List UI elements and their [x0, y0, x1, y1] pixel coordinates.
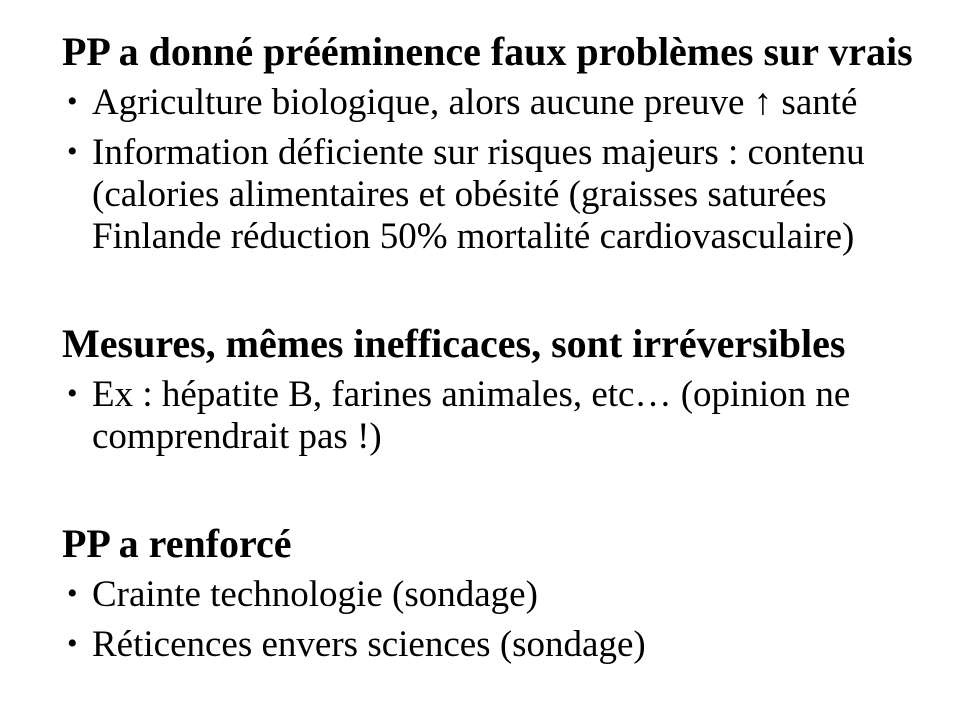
- section-heading: PP a donné prééminence faux problèmes sur vrais: [62, 29, 913, 74]
- bullet-icon: •: [67, 627, 78, 660]
- slide-section: [62, 318, 928, 462]
- bullet-icon: •: [67, 135, 78, 168]
- bullet-text: Information déficiente sur risques majeurs : contenu (calories alimentaires et obésité (graisses saturées Finlande réduction 50% mortalité cardiovasculaire): [92, 132, 865, 257]
- bullet-item: [62, 128, 927, 262]
- bullet-icon: •: [67, 577, 78, 610]
- bullet-text: Réticences envers sciences (sondage): [92, 624, 646, 665]
- slide-section: [62, 26, 928, 262]
- slide-section: [62, 518, 928, 670]
- bullet-icon: •: [67, 377, 78, 410]
- section-heading: PP a renforcé: [62, 521, 292, 566]
- bullet-text: Agriculture biologique, alors aucune preuve ↑ santé: [92, 82, 858, 123]
- section-heading: Mesures, mêmes inefficaces, sont irréversibles: [62, 321, 846, 366]
- bullet-text: Ex : hépatite B, farines animales, etc… (opinion ne comprendrait pas !): [92, 374, 851, 457]
- bullet-item: [62, 370, 927, 462]
- bullet-item: [62, 620, 927, 670]
- bullet-item: [62, 78, 927, 128]
- bullet-text: Crainte technologie (sondage): [92, 574, 538, 615]
- bullet-icon: •: [67, 85, 78, 118]
- bullet-item: [62, 570, 927, 620]
